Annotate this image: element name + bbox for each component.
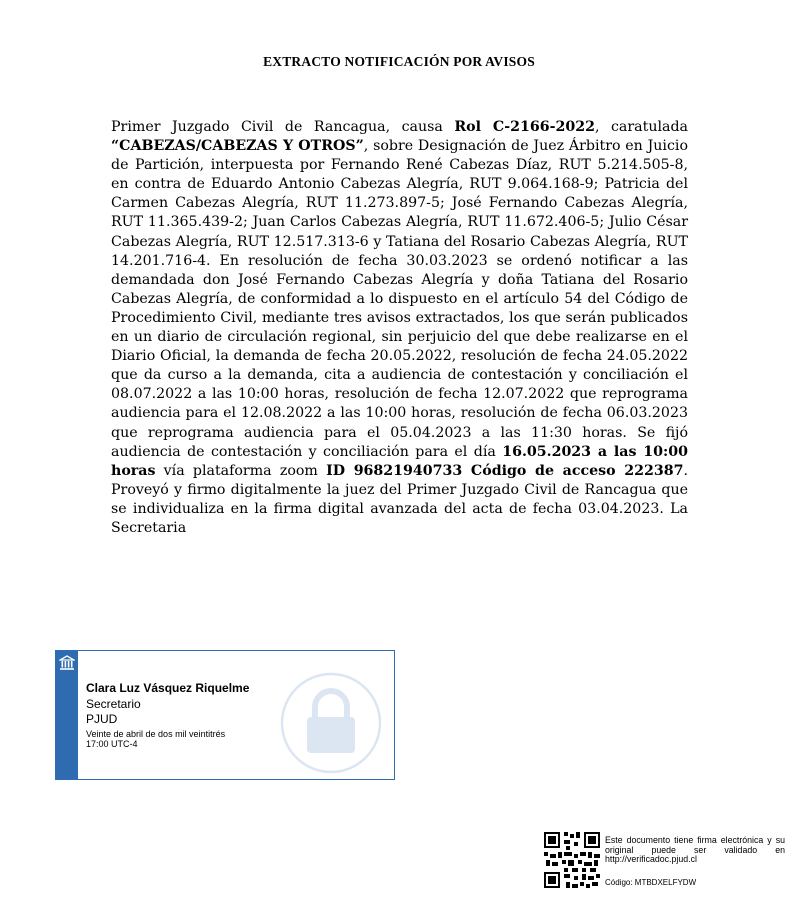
document-title: EXTRACTO NOTIFICACIÓN POR AVISOS [263, 54, 535, 69]
verification-note: Este documento tiene firma electrónica y su original puede ser validado en http://verificadoc.pjud.cl [605, 835, 785, 865]
document-body [111, 118, 688, 538]
case-caption: “CABEZAS/CABEZAS Y OTROS” [111, 138, 364, 155]
hearing-datetime: 16.05.2023 a las 10:00 horas [111, 443, 688, 479]
courthouse-icon [59, 655, 75, 671]
signature-time-text: 17:00 UTC-4 [86, 739, 138, 749]
verification-code: Código: MTBDXELFYDW [605, 878, 697, 887]
signer-role: Secretario [86, 697, 141, 711]
signature-strip [56, 651, 78, 779]
body-segment: . Proveyó y firmo digitalmente la juez del Primer Juzgado Civil de Rancagua que se individualiza en la firma digital avanzada del acta de fecha 03.04.2023. La Secretaria [111, 462, 688, 536]
qr-code-icon [544, 832, 600, 888]
signer-org: PJUD [86, 712, 118, 726]
signature-date-text: Veinte de abril de dos mil veintitrés [86, 729, 226, 739]
padlock-icon [279, 671, 383, 775]
signer-name: Clara Luz Vásquez Riquelme [86, 681, 250, 695]
body-segment: Primer Juzgado Civil de Rancagua, causa [111, 119, 455, 135]
body-segment: , caratulada [594, 119, 688, 135]
body-segment: vía plataforma zoom [155, 462, 327, 479]
body-segment: , sobre Designación de Juez Árbitro en Juicio de Partición, interpuesta por Fernando René Cabezas Díaz, RUT 5.214.505-8, en contra de Eduardo Antonio Cabezas Alegría, RUT 9.064.168-9; Patricia del Carmen Cabezas Alegría, RUT 11.273.897-5; José Fernando Cabezas Alegría, RUT 11.365.439-2; Juan Carlos Cabezas Alegría, RUT 11.672.406-5; Julio César Cabezas Alegría, RUT 12.517.313-6 y Tatiana del Rosario Cabezas Alegría, RUT 14.201.716-4. En resolución de fecha 30.03.2023 se ordenó notificar a las demandada don José Fernando Cabezas Alegría y doña Tatiana del Rosario Cabezas Alegría, de conformidad a lo dispuesto en el artículo 54 del Código de Procedimiento Civil, mediante tres avisos extractados, los que serán publicados en un diario de circulación regional, sin perjuicio del que debe realizarse en el Diario Oficial, la demanda de fecha 20.05.2022, resolución de fecha 24.05.2022 que da curso a la demanda, cita a audiencia de contestación y conciliación el 08.07.2022 a las 10:00 horas, resolución de fecha 12.07.2022 que reprograma audiencia para el 12.08.2022 a las 10:00 horas, resolución de fecha 06.03.2023 que reprograma audiencia para el 05.04.2023 a las 11:30 horas. Se fijó audiencia de contestación y conciliación para el día [111, 138, 688, 460]
digital-signature-box [55, 650, 395, 780]
case-number: Rol C-2166-2022 [454, 119, 595, 135]
zoom-credentials: ID 96821940733 Código de acceso 222387 [326, 462, 684, 479]
signature-date [86, 729, 249, 749]
